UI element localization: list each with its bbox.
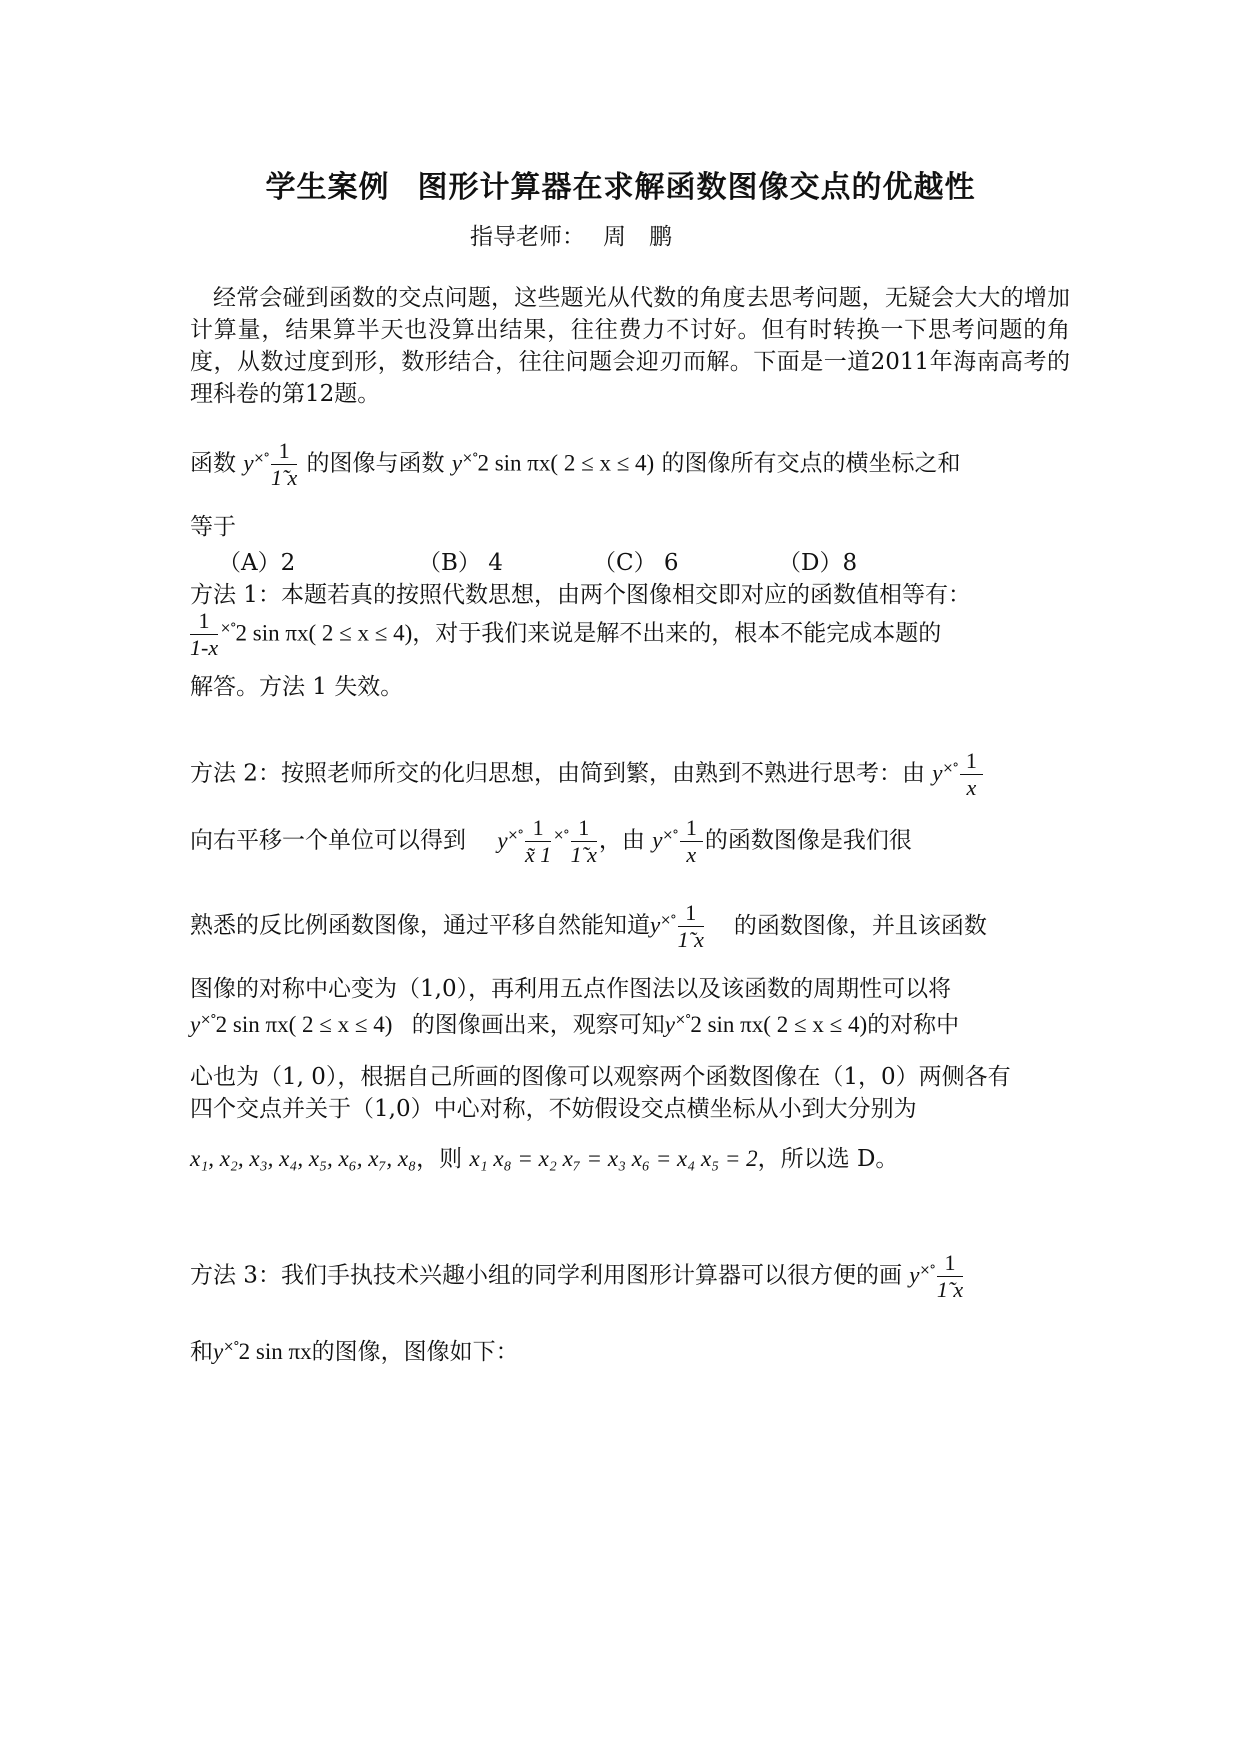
method1-line3: 解答。方法 1 失效。 [190,674,404,700]
fraction-numerator: 1 [960,748,983,775]
problem-text-1: 函数 [190,450,236,477]
method2-line8 [190,1140,898,1173]
choice-b: （B） 4 [418,550,503,576]
method2-text-2a: 向右平移一个单位可以得到 [190,827,466,854]
glitch-symbol: ×° [253,450,269,466]
problem-f1-lhs: y [243,450,254,476]
glitch-symbol: ×° [223,1339,239,1355]
answer-choices [218,544,857,577]
title-part2: 图形计算器在求解函数图像交点的优越性 [417,170,976,205]
method3-line2 [190,1333,519,1366]
method2-y: y [932,760,943,786]
intro-paragraph: 经常会碰到函数的交点问题，这些题光从代数的角度去思考问题，无疑会大大的增加计算量，结果算半天也没算出结果，往往费力不讨好。但有时转换一下思考问题的角度，从数过度到形，数形结合，往往问题会迎刃而解。下面是一道2011年海南高考的理科卷的第12题。 [190,285,1070,407]
fraction-denominator: 1-x [190,635,219,660]
method2-sums: x₁ x₈ = x₂ x₇ = x₃ x₆ = x₄ x₅ = 2 [469,1146,758,1171]
glitch-symbol: ×° [660,912,676,928]
glitch-symbol: ×° [462,450,478,466]
method2-fraction-3 [571,815,597,868]
glitch-symbol: ×° [200,1012,216,1028]
method2-sin-expr: 2 sin πx [690,1012,764,1037]
fraction-numerator: 1 [678,900,704,927]
method2-domain: ( 2 ≤ x ≤ 4) [288,1012,393,1037]
choice-a: （A）2 [218,550,296,576]
fraction-numerator: 1 [571,815,597,842]
method2-fraction-5 [678,900,704,953]
method2-y: y [190,1012,201,1037]
page-title [0,162,1241,206]
fraction-numerator: 1 [190,608,218,635]
fraction-denominator: x̃ 1 [524,842,552,867]
method3-text-1: 方法 3：我们手执技术兴趣小组的同学利用图形计算器可以很方便的画 [190,1262,902,1289]
method2-text-8a: ，则 [416,1146,463,1172]
method2-y: y [650,912,661,938]
method2-fraction-2 [525,815,551,868]
glitch-symbol: ×° [507,827,523,843]
method3-fraction [937,1250,963,1303]
method3-text-2a: 和 [190,1339,213,1365]
method1-domain: ( 2 ≤ x ≤ 4) [308,620,413,646]
method3-text-2b: 的图像，图像如下： [311,1339,519,1365]
method1-line2-text: ，对于我们来说是解不出来的，根本不能完成本题的 [412,620,942,647]
method2-line4: 图像的对称中心变为（1,0），再利用五点作图法以及该函数的周期性可以将 [190,976,952,1002]
method2-text-1: 方法 2：按照老师所交的化归思想，由简到繁，由熟到不熟进行思考：由 [190,760,925,787]
glitch-symbol: ×° [662,827,678,843]
method3-sin-expr: 2 sin πx [238,1339,312,1364]
fraction-numerator: 1 [680,815,703,842]
method2-text-8b: ，所以选 D。 [757,1146,899,1172]
method2-domain: ( 2 ≤ x ≤ 4) [763,1012,868,1037]
method2-line6: 心也为（1, 0），根据自己所画的图像可以观察两个函数图像在（1，0）两侧各有 [190,1064,1011,1090]
fraction-numerator: 1 [937,1250,963,1277]
fraction-denominator: x [686,842,697,867]
method3-line1 [190,1250,965,1303]
problem-text-3: 的图像所有交点的横坐标之和 [661,450,961,477]
method2-y: y [652,827,663,853]
glitch-symbol: ×° [674,1012,691,1028]
choice-d: （D）8 [778,550,858,576]
method2-sin-expr: 2 sin πx [215,1012,289,1037]
method2-text-5b: 的对称中 [867,1012,960,1038]
fraction-denominator: 1̃ x [270,465,298,490]
method2-line1 [190,748,985,801]
choice-c: （C） 6 [593,550,679,576]
method2-x-list: x₁, x₂, x₃, x₄, x₅, x₆, x₇, x₈ [190,1146,417,1171]
method2-fraction-4 [680,815,703,868]
advisor-name: 周 鹏 [603,224,672,250]
method2-text-3b: 的函数图像，并且该函数 [733,912,987,939]
method2-line2 [190,815,912,868]
method2-text-2c: 的函数图像是我们很 [704,827,912,854]
fraction-numerator: 1 [271,438,297,465]
glitch-symbol: ×° [220,620,236,636]
method3-y: y [909,1262,920,1288]
method1-equation: 2 sin πx [235,620,309,646]
problem-domain: ( 2 ≤ x ≤ 4) [550,450,655,476]
method2-text-3a: 熟悉的反比例函数图像，通过平移自然能知道 [190,912,650,939]
method2-fraction-1 [960,748,983,801]
problem-tail: 等于 [190,514,236,540]
method2-text-2b: ，由 [598,827,645,854]
problem-f2-lhs: y [451,450,463,476]
fraction-denominator: x [966,775,977,800]
fraction-denominator: 1̃ x [936,1277,964,1302]
method2-line3 [190,900,987,953]
method3-y: y [213,1339,224,1364]
title-part1: 学生案例 [265,170,390,205]
advisor-label: 指导老师： [470,224,585,250]
fraction-numerator: 1 [525,815,551,842]
method2-line7: 四个交点并关于（1,0）中心对称，不妨假设交点横坐标从小到大分别为 [190,1096,917,1122]
method2-line5 [190,1006,959,1039]
advisor-line [470,218,672,251]
method2-text-5a: 的图像画出来，观察可知 [411,1012,665,1038]
method1-fraction [190,608,218,661]
problem-f2-expr: 2 sin πx [477,450,551,476]
glitch-symbol: ×° [942,760,958,776]
glitch-symbol: ×° [553,827,569,843]
problem-line [190,438,961,491]
glitch-symbol: ×° [919,1262,935,1278]
method1-line2 [190,608,941,661]
method2-y: y [497,827,508,853]
problem-fraction [271,438,297,491]
method1-line1: 方法 1：本题若真的按照代数思想，由两个图像相交即对应的函数值相等有： [190,582,971,608]
fraction-denominator: 1̃ x [677,927,704,952]
fraction-denominator: 1̃ x [570,842,597,867]
problem-text-2: 的图像与函数 [306,450,445,477]
method2-y: y [664,1012,675,1037]
